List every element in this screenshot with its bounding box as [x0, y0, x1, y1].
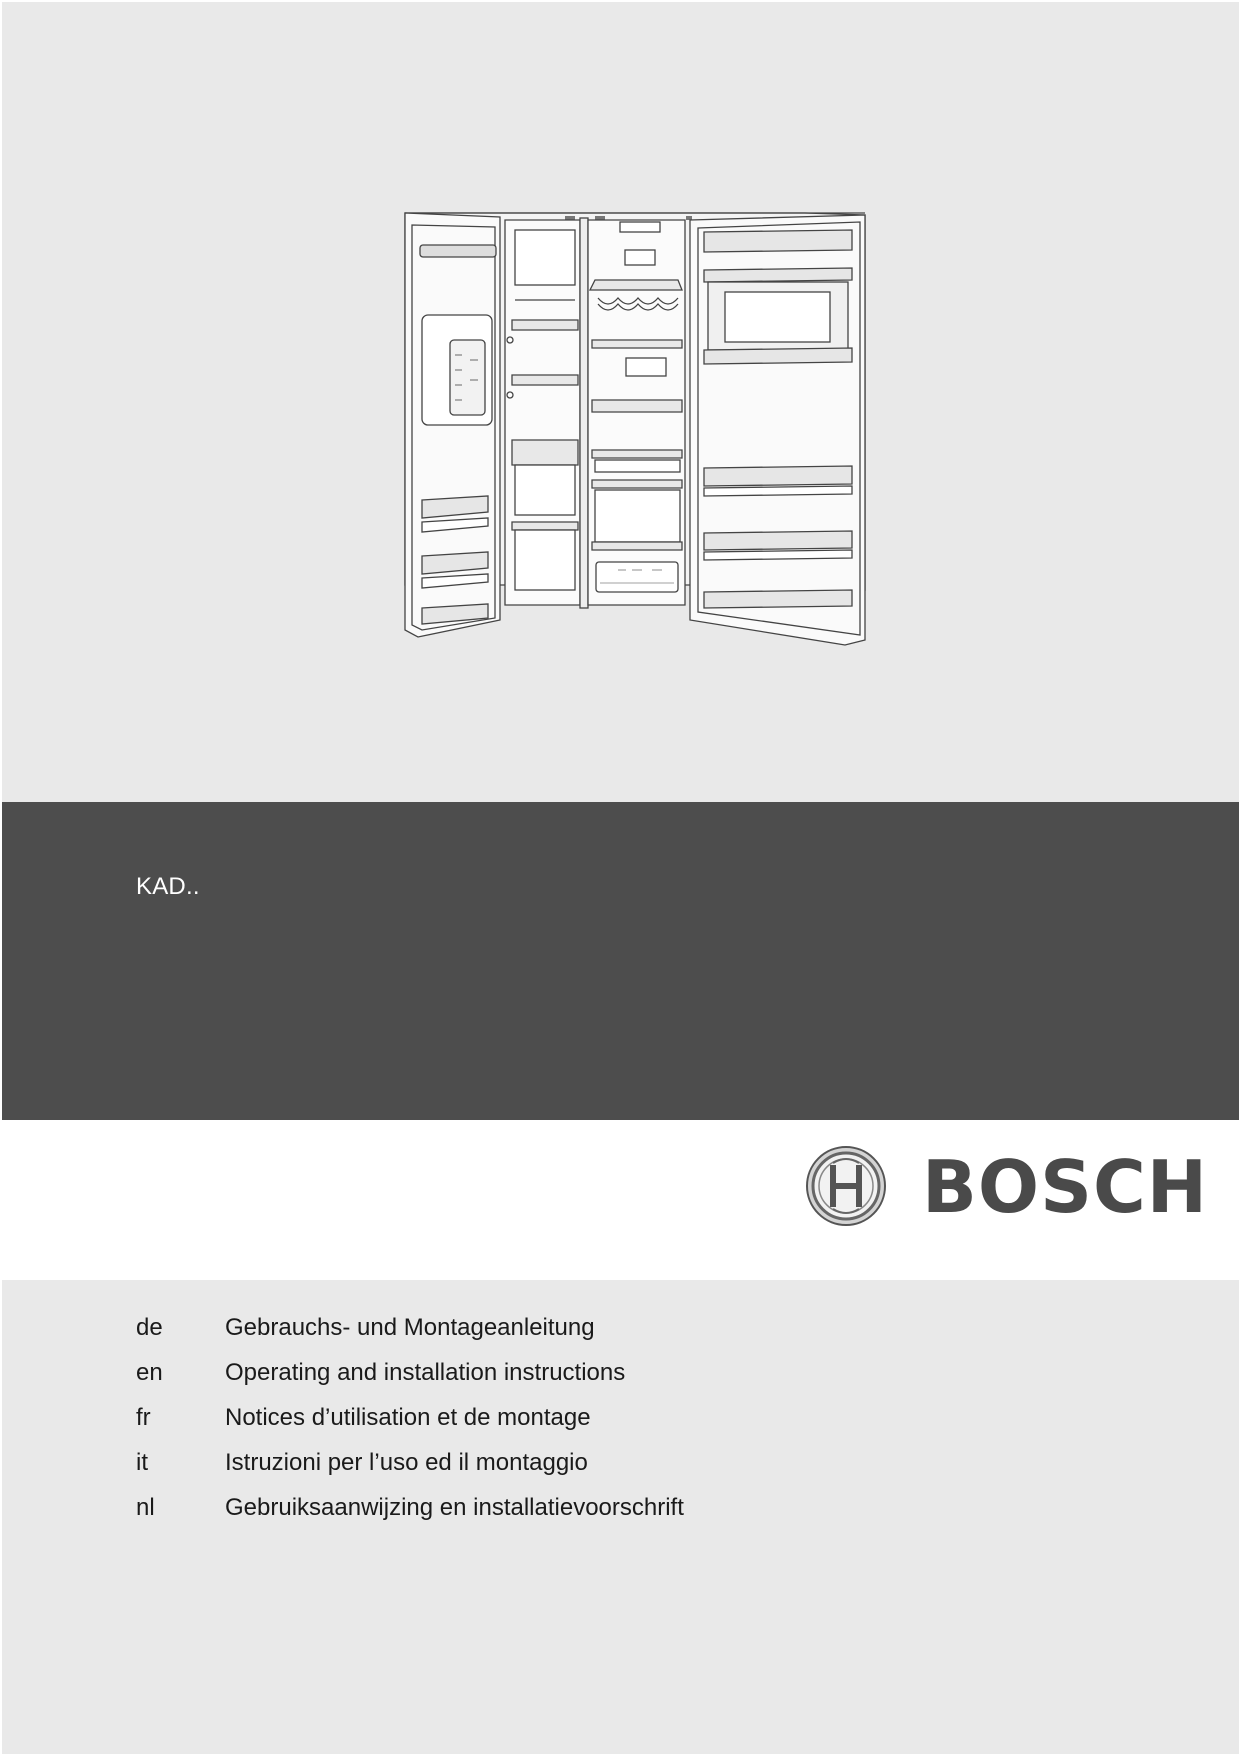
- brand-wordmark: BOSCH: [922, 1145, 1209, 1229]
- language-code: nl: [136, 1494, 155, 1521]
- language-title: Notices d’utilisation et de montage: [225, 1404, 591, 1431]
- model-banner: [2, 802, 1239, 1120]
- language-title: Operating and installation instructions: [225, 1359, 626, 1386]
- language-list: [136, 1310, 684, 1535]
- language-code: en: [136, 1359, 163, 1386]
- language-item-de: [136, 1310, 684, 1355]
- language-title: Gebruiksaanwijzing en installatievoorschrift: [225, 1494, 684, 1521]
- model-designation: KAD..: [136, 873, 200, 900]
- language-title: Gebrauchs- und Montageanleitung: [225, 1314, 595, 1341]
- side-by-side-fridge-illustration: [400, 200, 870, 660]
- language-title: Istruzioni per l’uso ed il montaggio: [225, 1449, 588, 1476]
- language-code: de: [136, 1314, 163, 1341]
- language-item-it: [136, 1445, 684, 1490]
- language-item-nl: [136, 1490, 684, 1535]
- language-code: fr: [136, 1404, 151, 1431]
- language-item-en: [136, 1355, 684, 1400]
- language-code: it: [136, 1449, 148, 1476]
- language-item-fr: [136, 1400, 684, 1445]
- bosch-armature-emblem-icon: [805, 1145, 887, 1227]
